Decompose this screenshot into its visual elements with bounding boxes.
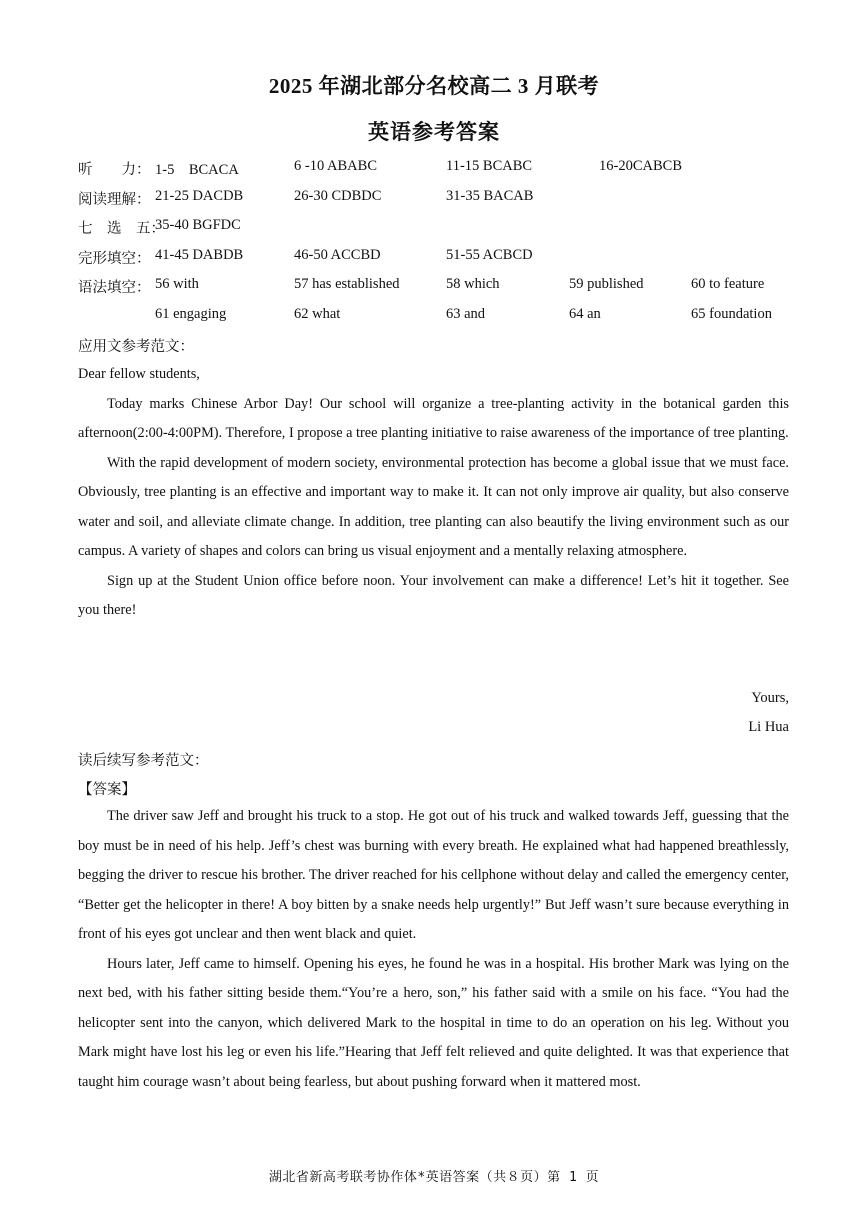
answer-cell: 65 foundation [691,306,772,322]
answer-cell: 26-30 CDBDC [294,188,382,204]
answer-cell: 59 published [569,276,644,292]
answer-cell: 21-25 DACDB [155,188,244,204]
answer-cell: 57 has established [294,276,400,292]
practical-writing-body [78,360,789,626]
answer-cell: 31-35 BACAB [446,188,534,204]
answer-cell: 41-45 DABDB [155,247,244,263]
letter-greeting: Dear fellow students, [78,366,200,382]
body-paragraph: With the rapid development of modern society, environmental protection has become a global issue that we must face. Obviously, tree planting is an effective and important way to make it. It can not only improve air quality, but also conserve water and soil, and alleviate climate change. In addition, tree planting can also beautify the living environment such as our campus. A variety of shapes and colors can bring us visual enjoyment and a mentally relaxing atmosphere. [78,454,789,559]
section-heading-continuation-writing: 读后续写参考范文： [78,753,209,769]
answer-cell: 64 an [569,306,601,322]
body-paragraph: Today marks Chinese Arbor Day! Our school will organize a tree-planting activity in the botanical garden this afternoon(2:00-4:00PM). Therefore, I propose a tree planting initiative to raise awareness of the importance of tree planting. [78,395,789,441]
answer-cell: 16-20CABCB [599,158,682,174]
answer-cell: 62 what [294,306,341,322]
answer-cell: 61 engaging [155,306,227,322]
answer-tag: 【答案】 [78,782,136,798]
section-heading-practical-writing: 应用文参考范文： [78,339,194,355]
answer-cell: 11-15 BCABC [446,158,533,174]
body-paragraph: The driver saw Jeff and brought his truck to a stop. He got out of his truck and walked towards Jeff, guessing that the boy must be in need of his help. Jeff’s chest was burning with every breath. He explained what had happened breathlessly, begging the driver to rescue his brother. The driver reached for his cellphone without delay and called the emergency center, “Better get the helicopter in there! A boy bitten by a snake needs help urgently!” But Jeff wasn’t sure because everything in front of his eyes got unclear and then went black and quiet. [78,808,789,942]
answer-cell: 60 to feature [691,276,765,292]
answer-cell: 58 which [446,276,500,292]
answer-cell: 46-50 ACCBD [294,247,381,263]
answer-label: 听 力： [78,162,151,178]
body-paragraph: Hours later, Jeff came to himself. Opening his eyes, he found he was in a hospital. His brother Mark was lying on the next bed, with his father sitting beside them.“You’re a hero, son,” his father said with a smile on his face. “You had the helicopter sent into the canyon, which delivered Mark to the hospital in time to do an operation on his leg. Without you Mark might have lost his leg or even his life.”Hearing that Jeff felt relieved and quite delighted. It was that experience that taught him courage wasn’t about being fearless, but about pushing forward when it mattered most. [78,955,789,1090]
page-footer: 湖北省新高考联考协作体*英语答案（共８页）第 1 页 [268,1170,600,1185]
answer-label: 语法填空： [78,280,151,296]
body-paragraph: Sign up at the Student Union office before noon. Your involvement can make a difference! Let’s hit it together. See you there! [78,572,789,618]
answer-label: 阅读理解： [78,192,151,208]
letter-closing: Yours, [751,690,789,706]
page-title: 2025 年湖北部分名校高二 3 月联考 [268,74,600,98]
answer-cell: 63 and [446,306,486,322]
letter-signature: Li Hua [748,719,789,735]
answer-cell: 56 with [155,276,199,292]
answer-cell: 1-5 BCACA [155,162,239,178]
continuation-writing-body [78,802,789,1097]
answer-label: 七 选 五： [78,221,165,237]
answer-cell: 6 -10 ABABC [294,158,377,174]
answer-cell: 35-40 BGFDC [155,217,241,233]
page-subtitle: 英语参考答案 [368,120,500,144]
answer-label: 完形填空： [78,251,151,267]
answer-cell: 51-55 ACBCD [446,247,533,263]
